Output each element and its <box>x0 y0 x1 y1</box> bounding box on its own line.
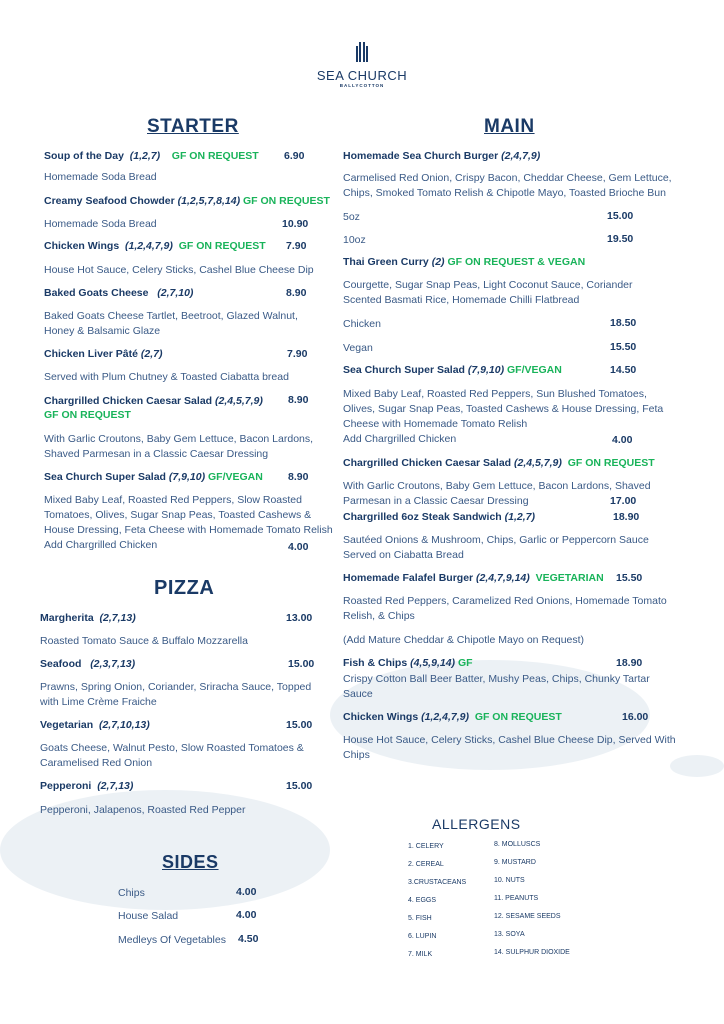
item-name: Chicken Wings <box>343 711 419 723</box>
veg-tag: VEGETARIAN <box>535 572 604 584</box>
desc-line: Served on Ciabatta Bread <box>343 549 464 561</box>
brand-logo <box>300 40 424 88</box>
item-name: Soup of the Day <box>44 150 124 162</box>
option-label: Chicken <box>343 318 381 330</box>
item-allergens: (7,9,10) <box>467 364 505 376</box>
gf-tag: GF ON REQUEST <box>567 457 655 469</box>
item-description <box>40 741 304 771</box>
item-allergens: (2,7,13) <box>97 780 134 792</box>
menu-item-steak-sandwich <box>343 511 535 523</box>
desc-line: Mixed Baby Leaf, Roasted Red Peppers, Sun Blushed Tomatoes, <box>343 388 647 400</box>
allergen-item: 7. MILK <box>408 951 433 958</box>
gf-tag: GF ON REQUEST & VEGAN <box>447 256 586 268</box>
sides-item-price: 4.00 <box>236 909 257 921</box>
desc-line: Courgette, Sugar Snap Peas, Light Coconut Sauce, Coriander <box>343 279 633 291</box>
item-allergens: (1,2,7) <box>129 150 161 162</box>
menu-item-super-salad <box>44 471 263 483</box>
sides-item-label: House Salad <box>118 910 179 922</box>
desc-line: Prawns, Spring Onion, Coriander, Sriracha Sauce, Topped <box>40 681 312 693</box>
item-allergens: (2,4,7,9) <box>501 150 541 162</box>
menu-item-wings <box>44 240 266 252</box>
allergen-item: 5. FISH <box>408 915 432 922</box>
item-allergens: (2) <box>431 256 445 268</box>
item-description <box>40 680 311 710</box>
gf-tag: GF/VEGAN <box>507 364 562 376</box>
allergens-left-list <box>408 843 466 969</box>
item-description <box>343 278 633 308</box>
desc-line: Honey & Balsamic Glaze <box>44 325 161 337</box>
add-on-price: 4.00 <box>288 541 309 553</box>
starter-heading: STARTER <box>147 116 239 137</box>
item-description <box>343 479 651 509</box>
desc-line: Mixed Baby Leaf, Roasted Red Peppers, Slow Roasted <box>44 494 302 506</box>
menu-item-pepperoni <box>40 780 133 792</box>
menu-item-soup <box>44 150 259 162</box>
allergen-item: 1. CELERY <box>408 843 444 850</box>
item-name: Baked Goats Cheese <box>44 287 149 299</box>
allergens-heading: ALLERGENS <box>432 816 521 832</box>
allergen-item: 11. PEANUTS <box>494 895 539 902</box>
menu-item-falafel <box>343 572 604 584</box>
item-name: Chargrilled Chicken Caesar Salad <box>343 457 512 469</box>
item-allergens: (2,3,7,13) <box>90 658 136 670</box>
gf-tag: GF ON REQUEST <box>178 240 266 252</box>
item-price: 7.90 <box>287 348 308 360</box>
item-allergens: (1,2,7) <box>504 511 535 523</box>
item-price: 15.50 <box>616 572 643 584</box>
item-name: Margherita <box>40 612 94 624</box>
desc-line: Sauce <box>343 688 373 700</box>
item-description <box>343 672 650 702</box>
item-description <box>343 733 676 763</box>
option-price: 15.50 <box>610 341 637 353</box>
item-price: 16.00 <box>622 711 649 723</box>
desc-line: Carmelised Red Onion, Crispy Bacon, Cheddar Cheese, Gem Lettuce, <box>343 172 672 184</box>
item-allergens: (1,2,4,7,9) <box>125 240 173 252</box>
allergen-item: 9. MUSTARD <box>494 859 536 866</box>
item-price: 7.90 <box>286 240 307 252</box>
item-name: Pepperoni <box>40 780 92 792</box>
menu-item-margherita <box>40 612 136 624</box>
item-allergens: (2,7,10,13) <box>98 719 150 731</box>
menu-item-curry <box>343 256 585 268</box>
item-description: Roasted Tomato Sauce & Buffalo Mozzarella <box>40 635 248 647</box>
item-price: 10.90 <box>282 218 309 230</box>
item-price: 14.50 <box>610 364 637 376</box>
item-allergens: (2,7,13) <box>99 612 136 624</box>
item-allergens: (4,5,9,14) <box>410 657 456 669</box>
gf-tag: GF <box>457 657 473 669</box>
allergen-item: 13. SOYA <box>494 931 525 938</box>
item-description <box>44 309 298 339</box>
menu-item-seafood-pizza <box>40 658 135 670</box>
option-price: 18.50 <box>610 317 637 329</box>
desc-line: Sautéed Onions & Mushroom, Chips, Garlic or Peppercorn Sauce <box>343 534 649 546</box>
desc-line: House Dressing, Feta Cheese with Homemade Tomato Relish <box>44 524 333 536</box>
add-on-price: 4.00 <box>612 434 633 446</box>
item-price: 15.00 <box>288 658 315 670</box>
desc-line: Roasted Red Peppers, Caramelized Red Onions, Homemade Tomato <box>343 595 667 607</box>
sides-heading: SIDES <box>162 852 219 872</box>
option-price: 15.00 <box>607 210 634 222</box>
allergen-item: 8. MOLLUSCS <box>494 841 541 848</box>
sides-item-price: 4.50 <box>238 933 259 945</box>
item-price: 17.00 <box>610 495 637 507</box>
item-description: Homemade Soda Bread <box>44 218 157 230</box>
desc-line: Goats Cheese, Walnut Pesto, Slow Roasted Tomatoes & <box>40 742 304 754</box>
item-description <box>343 171 672 201</box>
item-name: Seafood <box>40 658 82 670</box>
item-name: Sea Church Super Salad <box>44 471 166 483</box>
menu-item-fish-chips <box>343 657 473 669</box>
desc-line: Add Chargrilled Chicken <box>343 433 457 445</box>
allergen-item: 14. SULPHUR DIOXIDE <box>494 949 570 956</box>
item-description: Served with Plum Chutney & Toasted Ciabatta bread <box>44 371 289 383</box>
item-name: Homemade Sea Church Burger <box>343 150 499 162</box>
allergen-item: 3.CRUSTACEANS <box>408 879 467 886</box>
allergen-item: 4. EGGS <box>408 897 437 904</box>
item-price: 13.00 <box>286 612 313 624</box>
desc-line: Chips, Smoked Tomato Relish & Chipotle Mayo, Toasted Brioche Bun <box>343 187 666 199</box>
pizza-heading: PIZZA <box>154 577 215 599</box>
church-tower-icon <box>354 40 370 62</box>
item-note: (Add Mature Cheddar & Chipotle Mayo on Request) <box>343 634 585 646</box>
desc-line: Shaved Parmesan in a Classic Caesar Dressing <box>44 448 269 460</box>
desc-line: with Lime Crème Fraiche <box>40 696 157 708</box>
item-allergens: (2,4,7,9,14) <box>476 572 530 584</box>
item-description: House Hot Sauce, Celery Sticks, Cashel Blue Cheese Dip <box>44 264 314 276</box>
desc-line: Baked Goats Cheese Tartlet, Beetroot, Glazed Walnut, <box>44 310 298 322</box>
item-allergens: (1,2,5,7,8,14) <box>177 195 241 207</box>
item-name: Creamy Seafood Chowder <box>44 195 175 207</box>
item-name: Vegetarian <box>40 719 94 731</box>
option-label: Vegan <box>343 342 373 354</box>
item-price: 15.00 <box>286 780 313 792</box>
option-price: 19.50 <box>607 233 634 245</box>
desc-line: House Hot Sauce, Celery Sticks, Cashel Blue Cheese Dip, Served With <box>343 734 676 746</box>
desc-line: Chips <box>343 749 370 761</box>
desc-line: Parmesan in a Classic Caesar Dressing <box>343 495 529 507</box>
brand-subtitle: BALLYCOTTON <box>339 83 385 88</box>
gf-tag: GF ON REQUEST <box>243 195 330 207</box>
menu-item-goats-cheese <box>44 287 193 299</box>
item-allergens: (2,7) <box>140 348 163 360</box>
sides-item-label: Medleys Of Vegetables <box>118 934 226 946</box>
menu-item-burger <box>343 150 540 162</box>
menu-item-vegetarian-pizza <box>40 719 150 731</box>
menu-item-pate <box>44 348 162 360</box>
item-allergens: (2,4,5,7,9) <box>215 395 263 407</box>
desc-line: Caramelised Red Onion <box>40 757 153 769</box>
desc-line: Scented Basmati Rice, Homemade Chilli Flatbread <box>343 294 580 306</box>
option-label: 10oz <box>343 234 366 246</box>
desc-line: Olives, Sugar Snap Peas, Toasted Cashews & House Dressing, Feta <box>343 403 664 415</box>
item-price: 6.90 <box>284 150 305 162</box>
item-description: Homemade Soda Bread <box>44 171 157 183</box>
item-price: 8.90 <box>288 471 309 483</box>
allergen-item: 12. SESAME SEEDS <box>494 913 561 920</box>
desc-line: Crispy Cotton Ball Beer Batter, Mushy Peas, Chips, Chunky Tartar <box>343 673 650 685</box>
item-name: Chicken Liver Pâté <box>44 348 138 360</box>
background-rock-right <box>670 755 724 777</box>
item-name: Thai Green Curry <box>343 256 429 268</box>
sides-item-price: 4.00 <box>236 886 257 898</box>
desc-line: Cheese with Homemade Tomato Relish <box>343 418 528 430</box>
menu-item-main-wings <box>343 711 562 723</box>
gf-tag: GF ON REQUEST <box>44 409 131 421</box>
item-price: 8.90 <box>286 287 307 299</box>
item-allergens: (1,2,4,7,9) <box>421 711 469 723</box>
allergen-item: 6. LUPIN <box>408 933 437 940</box>
item-name: Sea Church Super Salad <box>343 364 465 376</box>
menu-item-chowder <box>44 195 330 207</box>
desc-line: With Garlic Croutons, Baby Gem Lettuce, Bacon Lardons, Shaved <box>343 480 651 492</box>
item-name: Homemade Falafel Burger <box>343 572 474 584</box>
item-description <box>343 533 649 563</box>
gf-tag: GF/VEGAN <box>208 471 263 483</box>
item-name: Chargrilled Chicken Caesar Salad <box>44 395 213 407</box>
menu-item-main-caesar <box>343 457 655 469</box>
desc-line: Relish, & Chips <box>343 610 415 622</box>
item-price: 18.90 <box>616 657 643 669</box>
item-name: Fish & Chips <box>343 657 408 669</box>
allergens-right-list <box>494 841 570 967</box>
desc-line: With Garlic Croutons, Baby Gem Lettuce, Bacon Lardons, <box>44 433 314 445</box>
gf-tag: GF ON REQUEST <box>474 711 562 723</box>
desc-line: Tomatoes, Olives, Sugar Snap Peas, Toasted Cashews & <box>44 509 312 521</box>
item-price: 15.00 <box>286 719 313 731</box>
main-heading: MAIN <box>484 116 535 137</box>
option-label: 5oz <box>343 211 360 223</box>
item-name: Chicken Wings <box>44 240 120 252</box>
desc-line: Add Chargrilled Chicken <box>44 539 158 551</box>
item-name: Chargrilled 6oz Steak Sandwich <box>343 511 502 523</box>
item-allergens: (7,9,10) <box>168 471 206 483</box>
allergen-item: 10. NUTS <box>494 877 525 884</box>
item-description <box>44 432 313 462</box>
menu-item-main-super-salad <box>343 364 562 376</box>
brand-name: SEA CHURCH <box>316 68 408 83</box>
item-description <box>343 594 667 624</box>
item-allergens: (2,4,5,7,9) <box>514 457 562 469</box>
sides-item-label: Chips <box>118 887 145 899</box>
menu-item-caesar <box>44 394 279 422</box>
item-allergens: (2,7,10) <box>157 287 194 299</box>
item-price: 8.90 <box>288 394 309 406</box>
item-price: 18.90 <box>613 511 640 523</box>
item-description: Pepperoni, Jalapenos, Roasted Red Pepper <box>40 804 246 816</box>
allergen-item: 2. CEREAL <box>408 861 444 868</box>
gf-tag: GF ON REQUEST <box>171 150 259 162</box>
